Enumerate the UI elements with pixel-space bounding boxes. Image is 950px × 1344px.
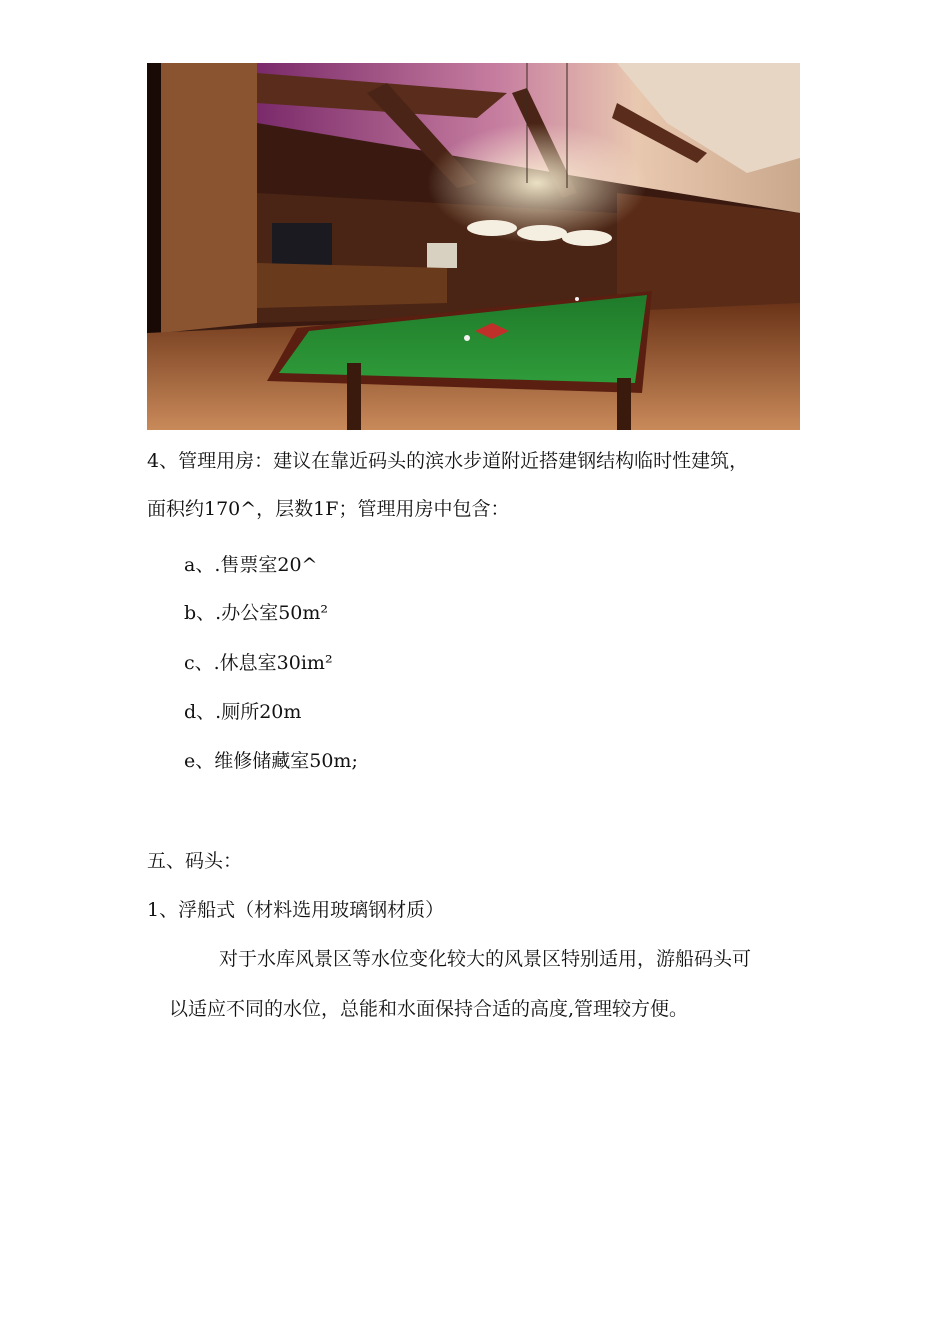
- section4-line1: 4、管理用房：建议在靠近码头的滨水步道附近搭建钢结构临时性建筑，: [147, 450, 749, 472]
- section5-paragraph-line1: 对于水库风景区等水位变化较大的风景区特别适用，游船码头可: [219, 948, 752, 970]
- billiard-room-image: [147, 63, 800, 430]
- billiard-room-photo: [147, 63, 800, 430]
- list-item: c、.休息室30im²: [184, 652, 333, 674]
- section5-paragraph-line2: 以适应不同的水位，总能和水面保持合适的高度,管理较方便。: [169, 998, 689, 1020]
- list-item: b、.办公室50m²: [184, 602, 329, 624]
- section5-heading: 五、码头：: [147, 850, 243, 872]
- section4-line2: 面积约170^，层数1F；管理用房中包含：: [147, 498, 510, 520]
- list-item: a、.售票室20^: [184, 554, 318, 576]
- list-item: e、维修储藏室50m;: [184, 750, 358, 772]
- list-item: d、.厕所20m: [184, 701, 302, 723]
- section5-subheading: 1、浮船式（材料选用玻璃钢材质）: [147, 899, 445, 921]
